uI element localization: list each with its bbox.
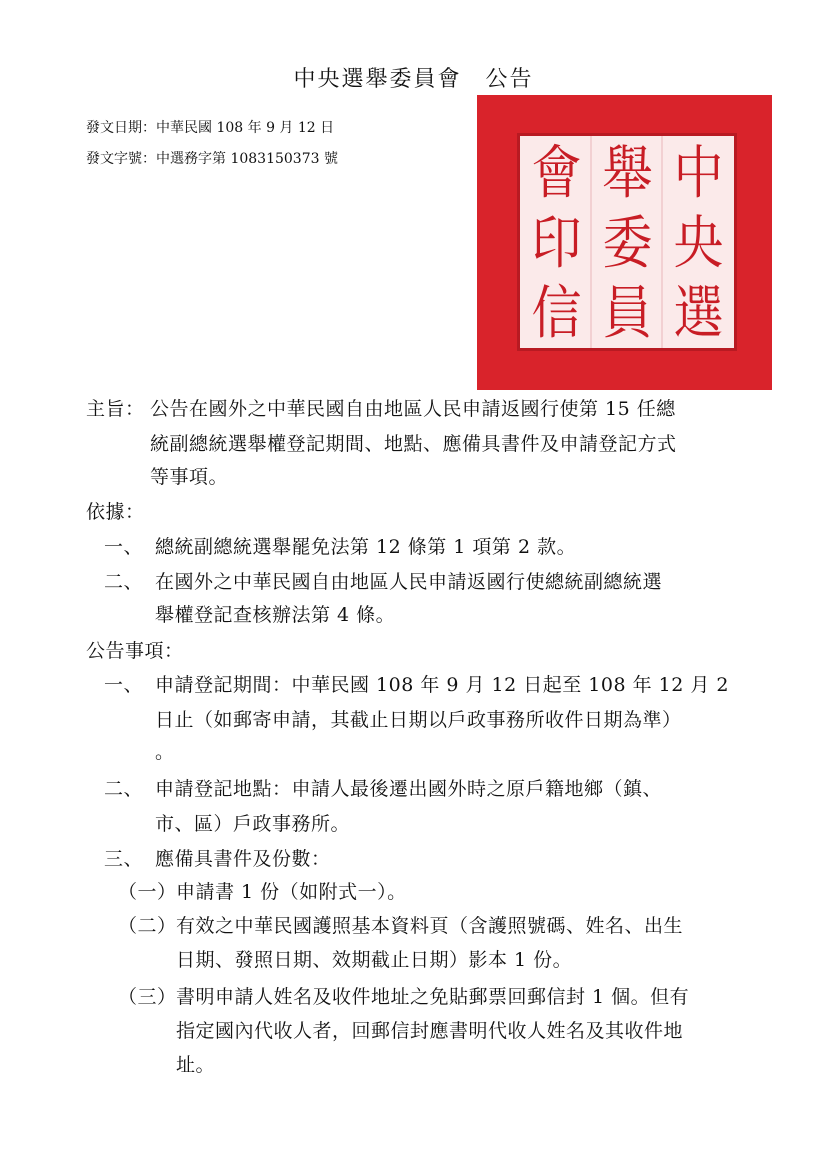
subject-line: 等事項。: [150, 466, 229, 488]
notice-item-number: 三、: [104, 848, 144, 870]
notice-item-text: 市、區）戶政事務所。: [155, 813, 351, 835]
subject-label: 主旨：: [86, 398, 145, 420]
subitem-text: 書明申請人姓名及收件地址之免貼郵票回郵信封 1 個。但有: [176, 986, 690, 1008]
basis-item-number: 一、: [104, 536, 144, 558]
subitem-text: 指定國內代收人者，回郵信封應書明代收人姓名及其收件地: [176, 1020, 684, 1042]
notice-item-text: 應備具書件及份數：: [155, 848, 331, 870]
basis-item-text: 在國外之中華民國自由地區人民申請返國行使總統副總統選: [155, 571, 663, 593]
notice-item-text: 。: [155, 741, 175, 763]
subject-line: 公告在國外之中華民國自由地區人民申請返國行使第 15 任總: [150, 398, 676, 420]
issue-date: 發文日期：中華民國 108 年 9 月 12 日: [86, 120, 335, 136]
basis-heading: 依據：: [86, 501, 145, 523]
issue-reference-number: 發文字號：中選務字第 1083150373 號: [86, 151, 338, 167]
subitem-text: 申請書 1 份（如附式一）。: [176, 881, 407, 903]
notice-item-text: 申請登記地點：申請人最後遷出國外時之原戶籍地鄉（鎮、: [155, 778, 663, 800]
subitem-number: （一）: [118, 881, 177, 903]
subitem-text: 址。: [176, 1054, 216, 1076]
page-title: 中央選舉委員會 公告: [293, 67, 534, 92]
subitem-number: （三）: [118, 986, 177, 1008]
subitem-text: 日期、發照日期、效期截止日期）影本 1 份。: [176, 949, 573, 971]
subitem-text: 有效之中華民國護照基本資料頁（含護照號碼、姓名、出生: [176, 915, 684, 937]
notice-heading: 公告事項：: [86, 640, 184, 662]
subject-line: 統副總統選舉權登記期間、地點、應備具書件及申請登記方式: [150, 433, 677, 455]
subitem-number: （二）: [118, 915, 177, 937]
basis-item-number: 二、: [104, 571, 144, 593]
official-seal: 中 央 選 舉 委 員 會 印 信: [477, 95, 772, 390]
notice-item-number: 一、: [104, 674, 144, 696]
notice-item-text: 日止（如郵寄申請，其截止日期以戶政事務所收件日期為準）: [155, 709, 682, 731]
notice-item-text: 申請登記期間：中華民國 108 年 9 月 12 日起至 108 年 12 月 2: [155, 674, 729, 696]
notice-item-number: 二、: [104, 778, 144, 800]
basis-item-text: 舉權登記查核辦法第 4 條。: [155, 604, 396, 626]
basis-item-text: 總統副總統選舉罷免法第 12 條第 1 項第 2 款。: [155, 536, 577, 558]
